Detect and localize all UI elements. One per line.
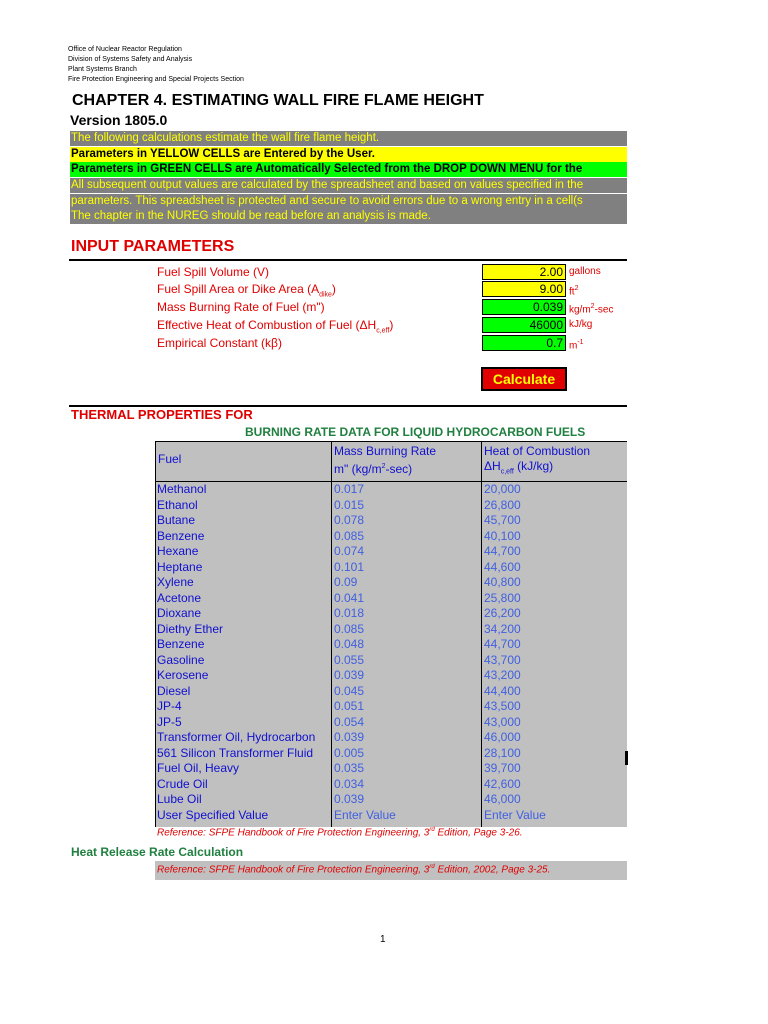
param-label-mass-burning-rate: Mass Burning Rate of Fuel (m") xyxy=(157,300,325,314)
table-row xyxy=(157,544,627,560)
mass-burning-rate-cell[interactable]: 0.054 xyxy=(334,714,365,729)
heat-of-combustion-cell[interactable]: 46,000 xyxy=(484,792,521,806)
fuel-name-cell[interactable]: User Specified Value xyxy=(157,807,269,822)
header-line-4: Fire Protection Engineering and Special Projects Section xyxy=(68,76,244,83)
mass-burning-rate-cell[interactable]: 0.039 xyxy=(334,730,365,744)
fuel-name-cell[interactable]: Fuel Oil, Heavy xyxy=(157,761,240,775)
col-header-fuel: Fuel xyxy=(158,452,182,466)
heat-of-combustion-cell[interactable]: 43,000 xyxy=(484,714,521,729)
table-row xyxy=(157,637,627,653)
hrr-reference: Reference: SFPE Handbook of Fire Protection Engineering, 3rd Edition, 2002, Page 3-25. xyxy=(157,864,551,876)
note-yellow-cells: Parameters in YELLOW CELLS are Entered by the User. xyxy=(70,147,627,162)
param-label-fuel-volume: Fuel Spill Volume (V) xyxy=(157,265,270,279)
fuel-name-cell[interactable]: Ethanol xyxy=(157,497,198,512)
mass-burning-rate-cell[interactable]: 0.035 xyxy=(334,761,365,775)
header-line-3: Plant Systems Branch xyxy=(68,66,137,73)
table-row xyxy=(157,622,627,638)
unit-ft2: $ft^2$ xyxy=(569,285,579,298)
table-row xyxy=(157,746,627,762)
table-row xyxy=(157,513,627,529)
input-parameters-title: INPUT PARAMETERS xyxy=(71,238,235,255)
param-label-spill-area: Fuel Spill Area or Dike Area $(A_{dike})$ xyxy=(157,282,336,299)
table-title: BURNING RATE DATA FOR LIQUID HYDROCARBON FUELS xyxy=(245,425,586,439)
mass-burning-rate-cell[interactable]: Enter Value xyxy=(334,807,396,822)
heat-of-combustion-cell[interactable]: 42,600 xyxy=(484,776,521,791)
table-row xyxy=(157,777,627,793)
calculate-button[interactable]: Calculate xyxy=(481,367,567,391)
fuel-name-cell[interactable]: Diesel xyxy=(157,683,191,698)
heat-of-combustion-cell[interactable]: 25,800 xyxy=(484,590,521,605)
fuel-name-cell[interactable]: JP-4 xyxy=(157,699,182,713)
table-row xyxy=(157,808,627,824)
mass-burning-rate-cell[interactable]: 0.074 xyxy=(334,544,365,558)
note-protected: parameters. This spreadsheet is protected and secure to avoid errors due to a wrong entry in a cell(s xyxy=(70,194,627,209)
fuel-name-cell[interactable]: Benzene xyxy=(157,637,205,651)
heat-of-combustion-cell[interactable]: 28,100 xyxy=(484,745,521,760)
thermal-properties-title: THERMAL PROPERTIES FOR xyxy=(71,407,253,422)
page-title: CHAPTER 4. ESTIMATING WALL FIRE FLAME HEIGHT xyxy=(72,92,484,109)
mass-burning-rate-cell[interactable]: 0.039 xyxy=(334,668,365,682)
heat-of-combustion-cell[interactable]: 34,200 xyxy=(484,621,521,636)
fuel-spill-area-input[interactable]: 9.00 xyxy=(482,281,566,297)
unit-m-1: $m^{-1}$ xyxy=(569,339,584,352)
table-row xyxy=(157,699,627,715)
heat-of-combustion-cell[interactable]: Enter Value xyxy=(484,807,546,822)
heat-of-combustion-cell[interactable]: 43,500 xyxy=(484,699,521,713)
unit-gallons: gallons xyxy=(569,266,601,277)
fuel-name-cell[interactable]: JP-5 xyxy=(157,714,182,729)
heat-of-combustion-cell[interactable]: 44,400 xyxy=(484,683,521,698)
heat-of-combustion-cell[interactable]: 26,800 xyxy=(484,497,521,512)
param-label-empirical-constant: Empirical Constant (kβ) xyxy=(157,336,282,350)
heat-of-combustion-cell[interactable]: 43,200 xyxy=(484,668,521,682)
mass-burning-rate-cell[interactable]: 0.015 xyxy=(334,497,365,512)
unit-kg-m2-sec: $kg/m^2-\sec$ xyxy=(569,303,614,316)
table-row xyxy=(157,482,627,498)
version-label: Version 1805.0 xyxy=(70,112,168,128)
heat-of-combustion-cell[interactable]: 20,000 xyxy=(484,482,521,496)
mass-burning-rate-cell[interactable]: 0.085 xyxy=(334,528,365,543)
mass-burning-rate-cell[interactable]: 0.005 xyxy=(334,745,365,760)
table-row xyxy=(157,792,627,808)
heat-of-combustion-cell[interactable]: 44,700 xyxy=(484,544,521,558)
table-row xyxy=(157,730,627,746)
heat-of-combustion-cell[interactable]: 46,000 xyxy=(484,730,521,744)
section-divider xyxy=(69,259,627,261)
mass-burning-rate-cell[interactable]: 0.048 xyxy=(334,637,365,651)
mass-burning-rate-cell[interactable]: 0.055 xyxy=(334,652,365,667)
mass-burning-rate-input[interactable]: 0.039 xyxy=(482,299,566,315)
page-number: 1 xyxy=(380,934,386,945)
mass-burning-rate-cell[interactable]: 0.041 xyxy=(334,590,365,605)
fuel-name-cell[interactable]: Heptane xyxy=(157,559,203,574)
mass-burning-rate-cell[interactable]: 0.085 xyxy=(334,621,365,636)
table-row xyxy=(157,498,627,514)
table-reference: Reference: SFPE Handbook of Fire Protection Engineering, 3rd Edition, Page 3-26. xyxy=(157,827,523,839)
fuel-name-cell[interactable]: Benzene xyxy=(157,528,205,543)
fuel-name-cell[interactable]: 561 Silicon Transformer Fluid xyxy=(157,745,314,760)
fuel-name-cell[interactable]: Acetone xyxy=(157,590,202,605)
table-row xyxy=(157,684,627,700)
fuel-name-cell[interactable]: Kerosene xyxy=(157,668,209,682)
table-row xyxy=(157,575,627,591)
header-line-1: Office of Nuclear Reactor Regulation xyxy=(68,46,182,53)
table-row xyxy=(157,653,627,669)
fuel-name-cell[interactable]: Hexane xyxy=(157,544,199,558)
mass-burning-rate-cell[interactable]: 0.09 xyxy=(334,575,358,589)
unit-kj-kg: kJ/kg xyxy=(569,319,593,330)
note-green-cells: Parameters in GREEN CELLS are Automatically Selected from the DROP DOWN MENU for the xyxy=(70,162,627,177)
col-header-heat-of-combustion: Heat of Combustion $\Delta H_{c,eff}$ (kJ/kg) xyxy=(484,444,591,476)
fuel-name-cell[interactable]: Butane xyxy=(157,513,196,527)
heat-of-combustion-cell[interactable]: 26,200 xyxy=(484,606,521,620)
heat-of-combustion-cell[interactable]: 43,700 xyxy=(484,652,521,667)
mass-burning-rate-cell[interactable]: 0.078 xyxy=(334,513,365,527)
header-line-2: Division of Systems Safety and Analysis xyxy=(68,56,193,63)
note-intro: The following calculations estimate the wall fire flame height. xyxy=(70,131,627,146)
heat-of-combustion-cell[interactable]: 40,800 xyxy=(484,575,521,589)
fuel-name-cell[interactable]: Dioxane xyxy=(157,606,202,620)
fuel-name-cell[interactable]: Xylene xyxy=(157,575,194,589)
fuel-spill-volume-input[interactable]: 2.00 xyxy=(482,264,566,280)
mass-burning-rate-cell[interactable]: 0.045 xyxy=(334,683,365,698)
note-output: All subsequent output values are calculated by the spreadsheet and based on values specified in the xyxy=(70,178,627,193)
mass-burning-rate-cell[interactable]: 0.034 xyxy=(334,776,365,791)
heat-of-combustion-cell[interactable]: 44,700 xyxy=(484,637,521,651)
table-row xyxy=(157,606,627,622)
table-row xyxy=(157,761,627,777)
mass-burning-rate-cell[interactable]: 0.017 xyxy=(334,482,365,496)
heat-of-combustion-cell[interactable]: 39,700 xyxy=(484,761,521,775)
note-nureg: The chapter in the NUREG should be read before an analysis is made. xyxy=(70,209,627,224)
fuel-name-cell[interactable]: Methanol xyxy=(157,482,207,496)
heat-of-combustion-cell[interactable]: 45,700 xyxy=(484,513,521,527)
fuel-name-cell[interactable]: Gasoline xyxy=(157,652,205,667)
fuel-name-cell[interactable]: Transformer Oil, Hydrocarbon xyxy=(157,730,316,744)
table-row xyxy=(157,715,627,731)
param-label-heat-of-combustion: Effective Heat of Combustion of Fuel $(\Delta H_{c,eff})$ xyxy=(157,318,394,335)
heat-of-combustion-input[interactable]: 46000 xyxy=(482,317,566,333)
empirical-constant-input[interactable]: 0.7 xyxy=(482,335,566,351)
table-row xyxy=(157,668,627,684)
mass-burning-rate-cell[interactable]: 0.018 xyxy=(334,606,365,620)
table-row xyxy=(157,591,627,607)
fuel-name-cell[interactable]: Crude Oil xyxy=(157,776,208,791)
col-header-mass-burning-rate: Mass Burning Rate m" $(kg/m^2-\sec)$ xyxy=(334,444,437,476)
heat-of-combustion-cell[interactable]: 44,600 xyxy=(484,559,521,574)
fuel-name-cell[interactable]: Diethy Ether xyxy=(157,621,224,636)
mass-burning-rate-cell[interactable]: 0.039 xyxy=(334,792,365,806)
heat-of-combustion-cell[interactable]: 40,100 xyxy=(484,528,521,543)
table-row xyxy=(157,560,627,576)
mass-burning-rate-cell[interactable]: 0.101 xyxy=(334,559,365,574)
mass-burning-rate-cell[interactable]: 0.051 xyxy=(334,699,365,713)
fuel-name-cell[interactable]: Lube Oil xyxy=(157,792,202,806)
table-row xyxy=(157,529,627,545)
hrr-title: Heat Release Rate Calculation xyxy=(71,845,244,859)
